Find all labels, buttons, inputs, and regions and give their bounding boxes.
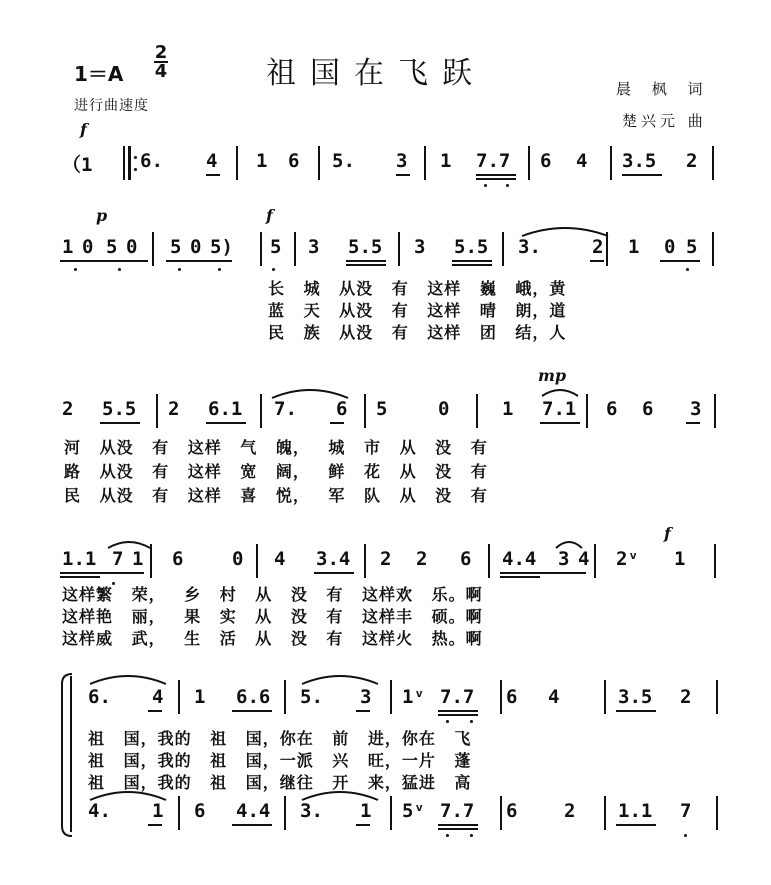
lyricist-credit: 晨 枫 词 [616,80,711,98]
lyrics-block-4 [88,728,471,794]
time-signature [154,44,168,80]
lyric-verse-3: 这样威 武， 生 活 从 没 有 这样火 热。啊 [62,629,483,648]
barline [123,146,125,180]
lyric-verse-2: 祖 国，我的 祖 国，一派 兴 旺，一片 蓬 [88,751,472,770]
lyric-verse-1: 河 从没 有 这样 气 魄， 城 市 从 没 有 [64,438,488,457]
meter-top: 2 [154,42,168,63]
dynamic-piano: p [96,206,108,225]
dynamic-forte-2: f [266,206,273,225]
dynamic-forte-3: f [664,524,671,543]
lyric-verse-2: 蓝 天 从没 有 这样 晴 朗，道 [268,301,567,320]
song-title: 祖国在飞跃 [266,56,486,91]
lyric-verse-3: 民 从没 有 这样 喜 悦， 军 队 从 没 有 [64,486,488,505]
lyrics-block-1 [268,278,566,344]
lyric-verse-2: 路 从没 有 这样 宽 阔， 鲜 花 从 没 有 [64,462,488,481]
lyric-verse-3: 祖 国，我的 祖 国，继往 开 来，猛进 高 [88,773,472,792]
composer-credit: 楚兴元 曲 [622,112,707,130]
dynamic-forte-1: f [80,120,87,139]
lyrics-block-2 [64,436,488,508]
meter-bottom: 4 [154,61,168,82]
dynamic-mezzo-piano: mp [538,366,567,385]
lyrics-block-3 [62,584,483,650]
key-signature: 1＝A [74,62,124,86]
tempo-marking: 进行曲速度 [74,98,149,114]
repeat-barline [128,146,131,180]
lyric-verse-3: 民 族 从没 有 这样 团 结，人 [268,323,567,342]
lyric-verse-1: 祖 国，我的 祖 国，你在 前 进，你在 飞 [88,729,472,748]
lyric-verse-2: 这样艳 丽， 果 实 从 没 有 这样丰 硕。啊 [62,607,483,626]
lyric-verse-1: 长 城 从没 有 这样 巍 峨，黄 [268,279,567,298]
lyric-verse-1: 这样繁 荣， 乡 村 从 没 有 这样欢 乐。啊 [62,585,483,604]
